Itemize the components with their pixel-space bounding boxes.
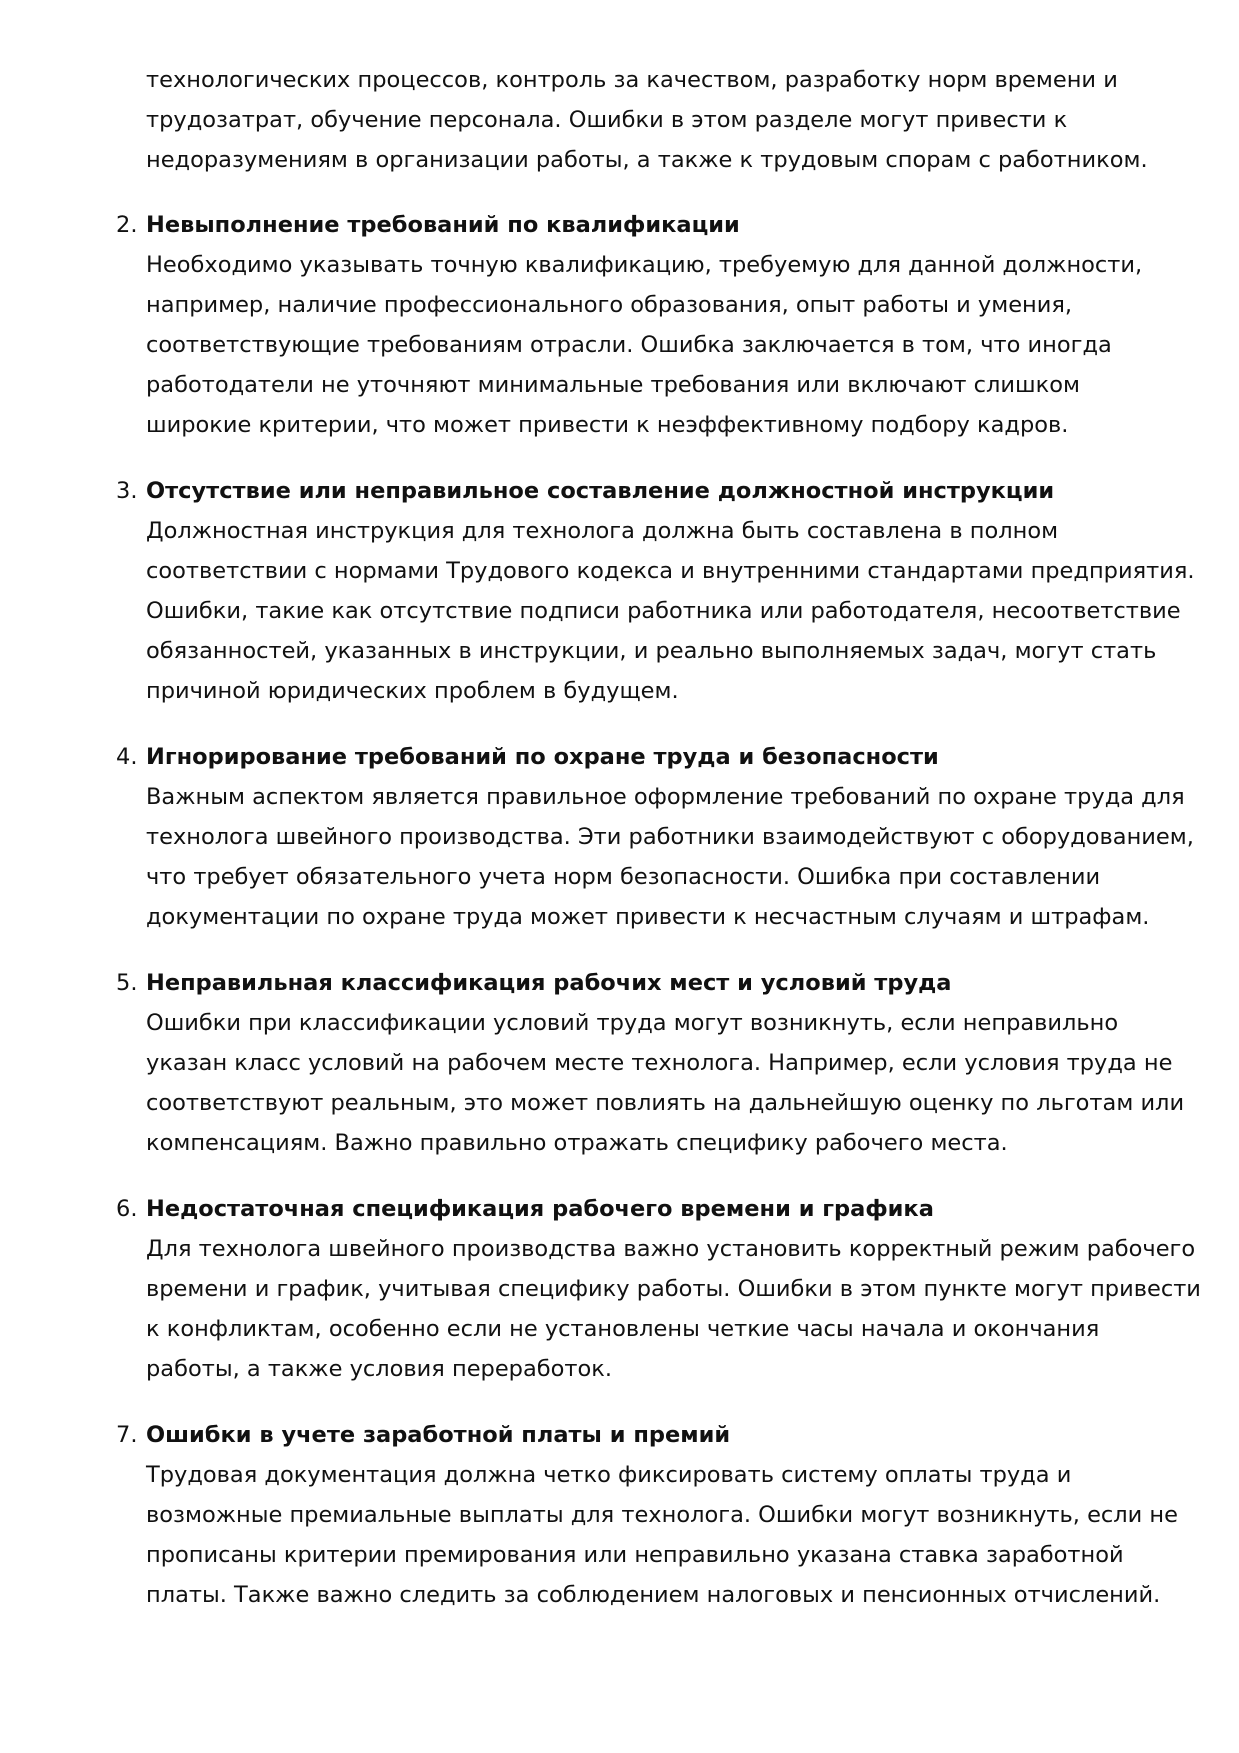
- item-body: [146, 1455, 1178, 1615]
- item-line: Необходимо указывать точную квалификацию, требуемую для данной должности,: [146, 252, 1143, 278]
- item-line: прописаны критерии премирования или неправильно указана ставка заработной: [146, 1542, 1124, 1568]
- item-number: 6.: [116, 1196, 138, 1222]
- item-body: [146, 1229, 1201, 1389]
- item-line: платы. Также важно следить за соблюдением налоговых и пенсионных отчислений.: [146, 1582, 1161, 1608]
- lead-line: недоразумениям в организации работы, а также к трудовым спорам с работником.: [146, 147, 1148, 173]
- item-heading: Отсутствие или неправильное составление должностной инструкции: [146, 478, 1055, 504]
- item-line: соответствии с нормами Трудового кодекса и внутренними стандартами предприятия.: [146, 558, 1195, 584]
- item-line: Для технолога швейного производства важно установить корректный режим рабочего: [146, 1236, 1196, 1262]
- item-body: [146, 777, 1194, 937]
- item-line: Важным аспектом является правильное оформление требований по охране труда для: [146, 784, 1185, 810]
- item-line: работодатели не уточняют минимальные требования или включают слишком: [146, 372, 1080, 398]
- lead-line: трудозатрат, обучение персонала. Ошибки в этом разделе могут привести к: [146, 107, 1068, 133]
- item-heading: Неправильная классификация рабочих мест и условий труда: [146, 970, 952, 996]
- lead-line: технологических процессов, контроль за качеством, разработку норм времени и: [146, 67, 1118, 93]
- item-heading: Невыполнение требований по квалификации: [146, 212, 740, 238]
- item-line: Трудовая документация должна четко фиксировать систему оплаты труда и: [146, 1462, 1072, 1488]
- list-item: [0, 737, 1239, 937]
- item-line: к конфликтам, особенно если не установлены четкие часы начала и окончания: [146, 1316, 1100, 1342]
- item-line: причиной юридических проблем в будущем.: [146, 678, 679, 704]
- item-line: Ошибки при классификации условий труда могут возникнуть, если неправильно: [146, 1010, 1119, 1036]
- item-number: 3.: [116, 478, 138, 504]
- item-heading: Недостаточная спецификация рабочего времени и графика: [146, 1196, 934, 1222]
- item-line: соответствуют реальным, это может повлиять на дальнейшую оценку по льготам или: [146, 1090, 1185, 1116]
- item-line: широкие критерии, что может привести к неэффективному подбору кадров.: [146, 412, 1069, 438]
- list-item: [0, 1415, 1239, 1615]
- item-line: времени и график, учитывая специфику работы. Ошибки в этом пункте могут привести: [146, 1276, 1201, 1302]
- item-line: документации по охране труда может привести к несчастным случаям и штрафам.: [146, 904, 1150, 930]
- item-number: 5.: [116, 970, 138, 996]
- numbered-list: [0, 205, 1239, 1641]
- item-line: что требует обязательного учета норм безопасности. Ошибка при составлении: [146, 864, 1101, 890]
- item-line: работы, а также условия переработок.: [146, 1356, 612, 1382]
- item-number: 2.: [116, 212, 138, 238]
- item-line: возможные премиальные выплаты для технолога. Ошибки могут возникнуть, если не: [146, 1502, 1178, 1528]
- item-line: соответствующие требованиям отрасли. Ошибка заключается в том, что иногда: [146, 332, 1112, 358]
- item-line: Должностная инструкция для технолога должна быть составлена в полном: [146, 518, 1059, 544]
- item-line: компенсациям. Важно правильно отражать специфику рабочего места.: [146, 1130, 1008, 1156]
- item-line: указан класс условий на рабочем месте технолога. Например, если условия труда не: [146, 1050, 1173, 1076]
- item-line: технолога швейного производства. Эти работники взаимодействуют с оборудованием,: [146, 824, 1194, 850]
- list-item: [0, 963, 1239, 1163]
- item-heading: Ошибки в учете заработной платы и премий: [146, 1422, 731, 1448]
- item-body: [146, 1003, 1185, 1163]
- item-body: [146, 245, 1156, 445]
- list-item: [0, 471, 1239, 711]
- item-line: например, наличие профессионального образования, опыт работы и умения,: [146, 292, 1073, 318]
- item-line: Ошибки, такие как отсутствие подписи работника или работодателя, несоответствие: [146, 598, 1181, 624]
- item-number: 7.: [116, 1422, 138, 1448]
- list-item: [0, 1189, 1239, 1389]
- lead-paragraph: [146, 60, 1156, 180]
- list-item: [0, 205, 1239, 445]
- item-heading: Игнорирование требований по охране труда и безопасности: [146, 744, 939, 770]
- item-body: [146, 511, 1195, 711]
- item-number: 4.: [116, 744, 138, 770]
- item-line: обязанностей, указанных в инструкции, и реально выполняемых задач, могут стать: [146, 638, 1157, 664]
